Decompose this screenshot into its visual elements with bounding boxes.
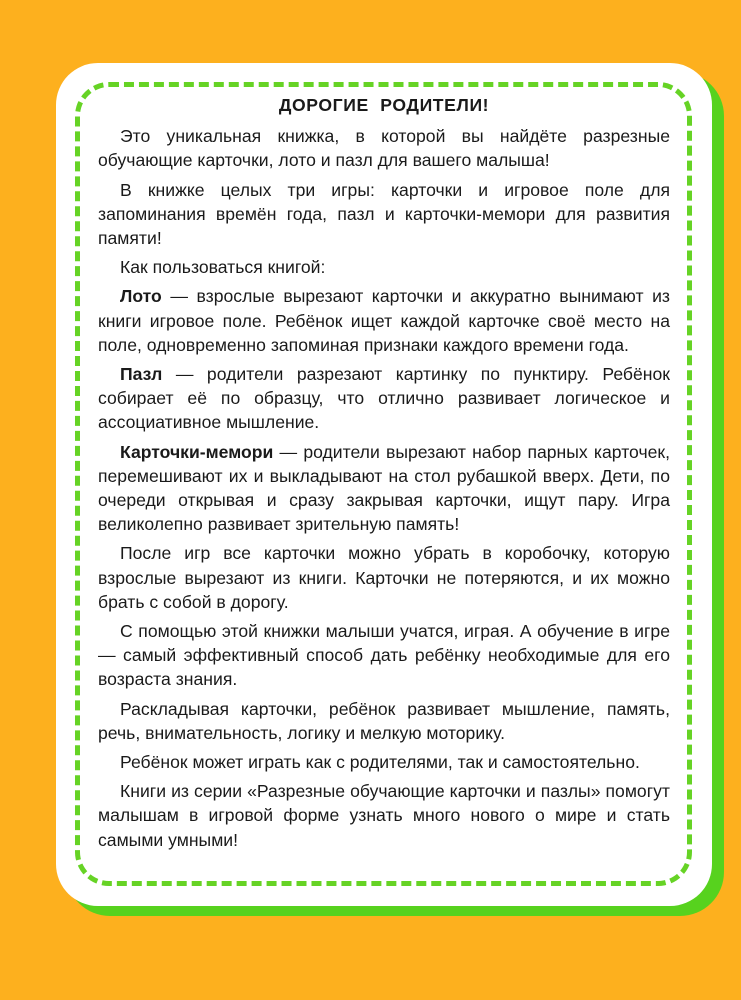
paragraph-text: Раскладывая карточки, ребёнок развивает мышление, память, речь, внимательность, логику и мелкую моторику. (98, 698, 670, 743)
paragraph-lead: Лото (120, 286, 162, 307)
paragraph-games (98, 178, 670, 251)
page-title: ДОРОГИЕ РОДИТЕЛИ! (278, 95, 490, 115)
paragraph-text: Это уникальная книжка, в которой вы найдёте разрезные обучающие карточки, лото и пазл для вашего малыша! (98, 126, 670, 171)
paragraph-text: Книги из серии «Разрезные обучающие карточки и пазлы» помогут малышам в игровой форме узнать много нового о мире и стать самыми умными! (98, 781, 670, 850)
paragraph-storage (98, 541, 670, 614)
paragraph-intro (98, 124, 670, 172)
paragraph-text: — родители разрезают картинку по пунктиру. Ребёнок собирает её по образцу, что отлично развивает логическое и ассоциативное мышление. (98, 364, 670, 433)
paragraph-memory (98, 440, 670, 537)
paragraph-text: В книжке целых три игры: карточки и игровое поле для запоминания времён года, пазл и карточки-мемори для развития памяти! (98, 179, 670, 249)
paragraph-series (98, 779, 670, 852)
paragraph-text: С помощью этой книжки малыши учатся, играя. А обучение в игре — самый эффективный способ дать ребёнку необходимые для его возраста знания. (98, 621, 670, 690)
paragraph-play (98, 750, 670, 774)
paragraph-text: — родители вырезают набор парных карточек, перемешивают их и выкладывают на стол рубашкой вверх. Дети, по очереди открывая и сразу закрывая карточки, ищут пару. Игра великолепно развивает зрительную память! (98, 441, 670, 535)
card-content (98, 93, 670, 852)
paragraph-text: — взрослые вырезают карточки и аккуратно вынимают из книги игровое поле. Ребёнок ищет каждой карточке своё место на поле, одновременно запоминая признаки каждого времени года. (98, 286, 670, 355)
paragraph-lead: Пазл (120, 364, 163, 385)
paragraph-lead: Карточки-мемори (120, 441, 274, 462)
paragraph-howto (98, 255, 670, 279)
paragraph-text: Как пользоваться книгой: (120, 257, 326, 278)
paragraph-learning (98, 619, 670, 692)
paragraph-puzzle (98, 362, 670, 435)
paragraph-text: Ребёнок может играть как с родителями, так и самостоятельно. (120, 752, 640, 773)
paragraph-skills (98, 697, 670, 745)
paragraph-loto (98, 284, 670, 357)
paragraph-text: После игр все карточки можно убрать в коробочку, которую взрослые вырезают из книги. Карточки не потеряются, и их можно брать с собой в дорогу. (98, 543, 670, 612)
